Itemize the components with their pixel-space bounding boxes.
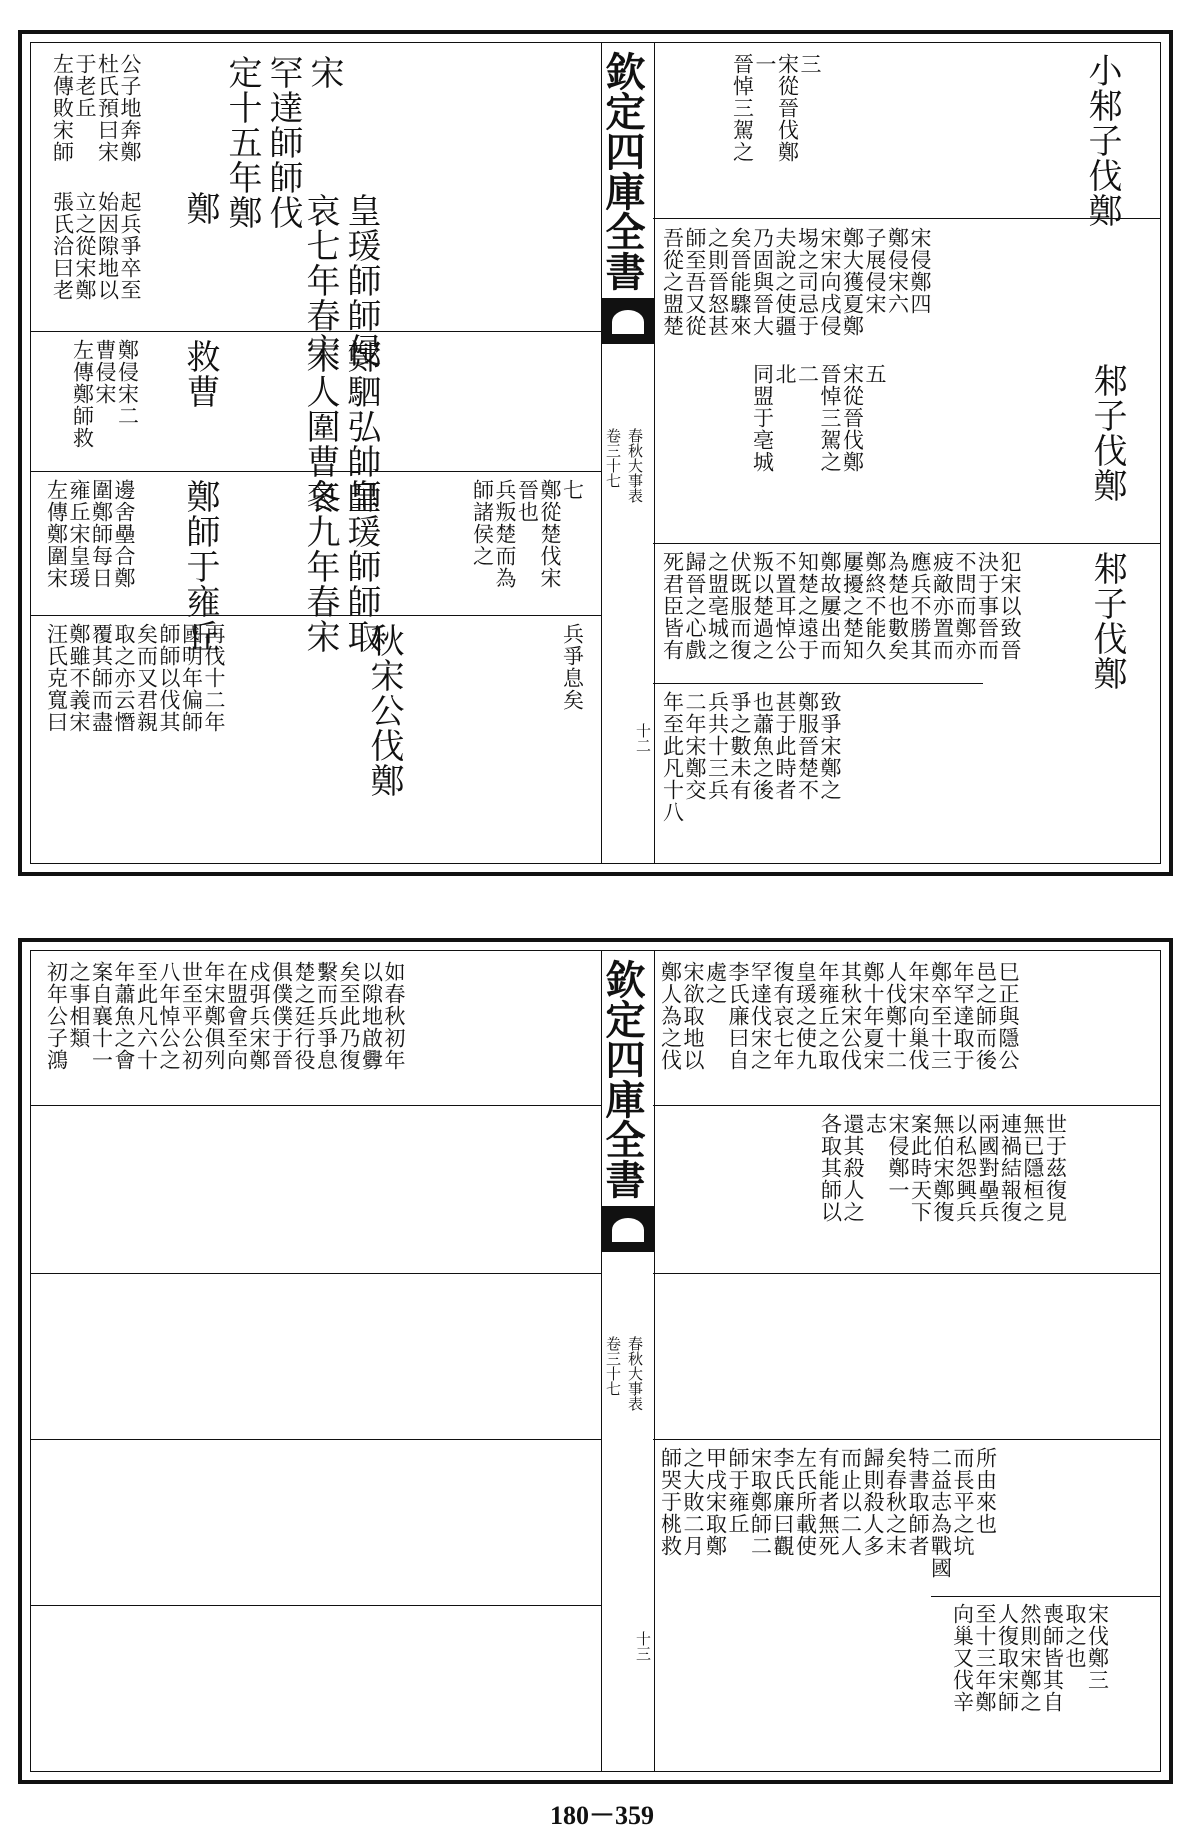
top-right-divider-3 bbox=[653, 683, 983, 684]
top-right-r1-big: 小邾子伐鄭 bbox=[1082, 53, 1122, 228]
top-center-vol: 卷三十七 bbox=[604, 428, 622, 488]
top-right-divider-2 bbox=[653, 543, 1160, 544]
bottom-left-text: 如春秋初年 以隙地啟釁 矣至此乃復 繫而兵爭息 楚之廷行役 俱僕僕于晉 戍弭兵宋鄭 在盟會至向 年宋鄭俱列 世至平公初 八年悼公之 至此凡六十 年蕭魚之會 案自襄十一 之事相類 初年公子鴻 bbox=[44, 961, 406, 1071]
top-left-r1-note: 起兵爭卒至 始因隙地以 立之從宋鄭 張氏洽曰老 bbox=[50, 191, 142, 301]
bottom-fish-tail-mark bbox=[602, 1206, 654, 1252]
top-left-divider-2 bbox=[31, 471, 601, 472]
bottom-right-divider-4 bbox=[931, 1596, 1160, 1597]
bottom-right-divider-3 bbox=[653, 1439, 1160, 1440]
top-left-r2-head: 救曹 bbox=[180, 339, 220, 409]
top-right-r2-note: 宋侵鄭四 鄭侵宋六 子展侵宋 鄭大獲夏鄭 宋宋向戌侵 埸之司忌于 夫說之使疆 乃固與晉大 矣晉能驟來 之則晉怒甚 師至吾又從 吾從之盟楚 bbox=[660, 227, 932, 337]
top-left-r1-zheng: 鄭 bbox=[180, 191, 220, 226]
bottom-center-page-no: 十三 bbox=[634, 1631, 652, 1661]
top-right-r2-small: 五 宋從晉伐鄭 晉悼三駕之 二 北 同盟于亳城 bbox=[750, 363, 887, 473]
top-left-r1-small: 公子地奔鄭 杜氏預曰宋 于老丘 左傳敗宋師 bbox=[50, 53, 142, 163]
bottom-right-r5: 宋伐鄭三 取之也 喪師皆其自 然則宋鄭之 人復取宋師 至十三年鄭 向巢又伐辛 bbox=[950, 1603, 1110, 1713]
bottom-right-r1: 巳正與隱公 邑之師而後 年罕達取于 鄭卒至十三 年宋向巢伐 人伐鄭十二 鄭十年夏宋 其秋宋公伐 年雍丘之取 皇瑗之使九 復有哀七年 罕達伐宋之 李氏廉曰自 處之 宋欲取地以 鄭人為之伐 bbox=[658, 961, 1020, 1071]
bottom-left-divider-2 bbox=[31, 1273, 601, 1274]
top-right-r3-big: 邾子伐鄭 bbox=[1087, 551, 1127, 691]
bottom-page-frame bbox=[30, 950, 1161, 1772]
top-left-divider-1 bbox=[31, 331, 601, 332]
top-left-r3-right: 七 鄭從楚伐宋 晉也 兵叛楚而為 師諸侯之 bbox=[470, 479, 585, 589]
top-center-title: 欽定四庫全書 bbox=[599, 51, 646, 291]
bottom-page bbox=[18, 938, 1173, 1784]
bottom-left-divider-1 bbox=[31, 1105, 601, 1106]
bottom-left-divider-4 bbox=[31, 1605, 601, 1606]
bottom-center-title: 欽定四庫全書 bbox=[599, 959, 646, 1199]
top-left-r3-head: 鄭師于雍丘 bbox=[180, 479, 220, 654]
top-right-r2-big: 邾子伐鄭 bbox=[1087, 363, 1127, 503]
top-left-r2-big: 鄭駟弘帥師 宋人圍曹冬 bbox=[300, 339, 381, 514]
bottom-center-vol: 卷三十七 bbox=[604, 1336, 622, 1396]
bottom-right-divider-2 bbox=[653, 1273, 1160, 1274]
top-center-sub: 春秋大事表 bbox=[626, 428, 644, 503]
top-left-main: 宋 罕達師師伐 定十五年鄭 bbox=[222, 55, 344, 230]
top-left-divider-3 bbox=[31, 615, 601, 616]
page-footer-number: 180－359 bbox=[549, 1801, 654, 1830]
top-left-r1-big: 皇瑗師師侵 哀七年春宋 bbox=[300, 193, 381, 368]
bottom-right-r4: 所由來也 而長平之坑 二益志為戰國 特書取師者 矣春秋之末 歸則殺人多 而止以二人 有能者無死 左氏所載使 李氏廉曰觀 宋取鄭師二 師于雍丘 甲戌宋取鄭 之大敗二月 師哭于桃救 bbox=[658, 1447, 998, 1579]
top-left-r2-small: 鄭侵宋二 曹侵宋 左傳鄭師救 bbox=[70, 339, 140, 449]
bottom-right-r2: 世于茲復見 無已隱桓之 連禍結報復 兩國對壘兵 以私怨興兵 無伯宋鄭復 案此時天下 宋侵鄭一 志 還其殺人之 各取其師以 bbox=[818, 1113, 1068, 1223]
top-right-r3-note: 犯宋以致晉 決于事晉而 不問而鄭亦 疲敵亦置而 應兵不勝其 為楚也數矣 鄭終不能久 屢擾之楚知 鄭故屢出而 知楚之遠于 不置耳悼公 叛以楚過之 伏既服而復 之盟亳城之 歸晉之心戲 死君臣皆有 bbox=[660, 551, 1022, 661]
top-left-r4-small: 再伐十二年 國明年偏師 師師以伐其 矣而又君親 取之亦云憯 覆其師而盡 鄭雖不義宋 汪氏克寬曰 bbox=[44, 623, 226, 733]
top-page-frame bbox=[30, 42, 1161, 864]
top-center-column bbox=[601, 43, 655, 863]
bottom-center-sub: 春秋大事表 bbox=[626, 1336, 644, 1411]
top-left-r4-big: 秋宋公伐鄭 bbox=[364, 623, 404, 798]
top-left-r3-big: 皇瑗師師取 哀九年春宋 bbox=[300, 479, 381, 654]
top-right-divider-1 bbox=[653, 218, 1160, 219]
top-right-r1-small: 三 宋從晉伐鄭 一 晉悼三駕之 bbox=[730, 53, 822, 163]
top-right-r4-note: 致爭宋鄭之 鄭服晉楚不 甚于此時者 也蕭魚之後 爭之數未有 兵共十三兵 二年宋鄭交 年至此凡十八 bbox=[660, 691, 842, 823]
bottom-left-divider-3 bbox=[31, 1439, 601, 1440]
top-fish-tail-mark bbox=[602, 298, 654, 344]
top-left-r3-small: 邊舍壘合鄭 圍鄭師每日 雍丘宋皇瑗 左傳鄭圍宋 bbox=[44, 479, 136, 589]
top-page bbox=[18, 30, 1173, 876]
bottom-right-divider-1 bbox=[653, 1105, 1160, 1106]
top-left-r4-right: 兵爭息矣 bbox=[560, 623, 585, 711]
top-center-page-no: 十二 bbox=[634, 723, 652, 753]
bottom-center-column bbox=[601, 951, 655, 1771]
